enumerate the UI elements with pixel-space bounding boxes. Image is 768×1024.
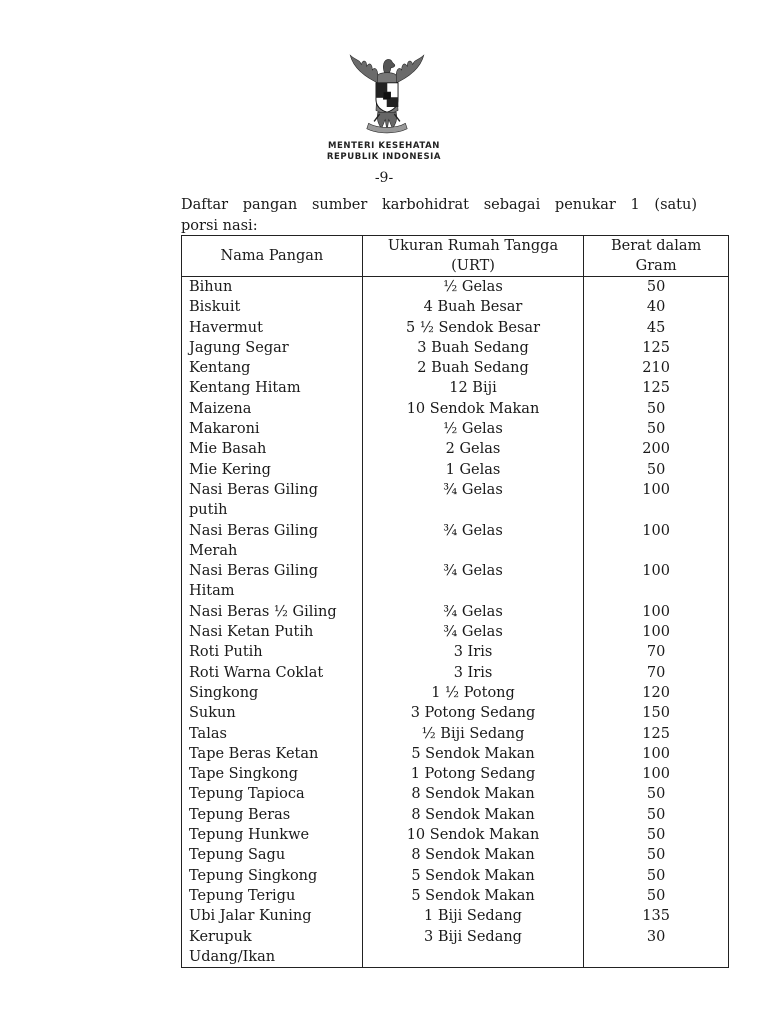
- cell-urt: 8 Sendok Makan: [362, 845, 584, 865]
- cell-urt: 3 Biji Sedang: [362, 927, 584, 968]
- food-name: Nasi Beras Giling: [189, 522, 318, 539]
- header-urt-line1: Ukuran Rumah Tangga: [387, 238, 559, 254]
- food-name: Tepung Beras: [189, 806, 291, 823]
- table-row: [182, 703, 729, 723]
- table-row: [182, 805, 729, 825]
- cell-nama-pangan: [182, 703, 363, 723]
- cell-nama-pangan: [182, 825, 363, 845]
- cell-berat-gram: 100: [584, 622, 729, 642]
- cell-berat-gram: 70: [584, 642, 729, 662]
- food-name: Mie Basah: [189, 441, 267, 458]
- table-row: [182, 764, 729, 784]
- cell-berat-gram: 70: [584, 663, 729, 683]
- food-name-continued: Merah: [189, 542, 238, 559]
- cell-urt: ¾ Gelas: [362, 602, 584, 622]
- cell-urt: 1 Potong Sedang: [362, 764, 584, 784]
- food-name: Kentang: [189, 360, 251, 377]
- cell-urt: 4 Buah Besar: [362, 297, 584, 317]
- intro-line-1: Daftar pangan sumber karbohidrat sebagai penukar 1 (satu): [181, 197, 697, 213]
- cell-nama-pangan: [182, 845, 363, 865]
- cell-berat-gram: 100: [584, 764, 729, 784]
- header-nama-pangan: [182, 236, 363, 277]
- cell-urt: 5 Sendok Makan: [362, 886, 584, 906]
- table-row: [182, 378, 729, 398]
- table-row: [182, 460, 729, 480]
- food-name: Bihun: [189, 279, 233, 295]
- table-header-row: [182, 236, 729, 277]
- cell-nama-pangan: [182, 318, 363, 338]
- food-name: Tepung Terigu: [189, 887, 296, 904]
- cell-berat-gram: 50: [584, 886, 729, 906]
- cell-berat-gram: 200: [584, 439, 729, 459]
- cell-urt: 3 Buah Sedang: [362, 338, 584, 358]
- cell-berat-gram: 120: [584, 683, 729, 703]
- cell-urt: 1 ½ Potong: [362, 683, 584, 703]
- cell-urt: 10 Sendok Makan: [362, 825, 584, 845]
- carbohydrate-exchange-table: [181, 235, 729, 968]
- cell-berat-gram: 50: [584, 419, 729, 439]
- cell-urt: 3 Iris: [362, 663, 584, 683]
- garuda-emblem: [341, 46, 433, 138]
- cell-nama-pangan: [182, 927, 363, 968]
- table-row: [182, 297, 729, 317]
- food-name: Nasi Beras Giling: [189, 563, 318, 580]
- cell-berat-gram: 210: [584, 358, 729, 378]
- food-name: Kentang Hitam: [189, 380, 301, 397]
- cell-urt: ¾ Gelas: [362, 561, 584, 602]
- cell-urt: 3 Iris: [362, 642, 584, 662]
- table-row: [182, 602, 729, 622]
- table-row: [182, 561, 729, 602]
- table-row: [182, 683, 729, 703]
- cell-nama-pangan: [182, 358, 363, 378]
- cell-nama-pangan: [182, 602, 363, 622]
- cell-urt: 5 ½ Sendok Besar: [362, 318, 584, 338]
- cell-urt: 2 Buah Sedang: [362, 358, 584, 378]
- food-name: Tepung Sagu: [189, 847, 286, 864]
- food-name: Tepung Hunkwe: [189, 827, 310, 844]
- table-row: [182, 480, 729, 521]
- table-row: [182, 845, 729, 865]
- cell-berat-gram: 50: [584, 460, 729, 480]
- food-name: Nasi Beras ½ Giling: [189, 603, 337, 620]
- food-name: Roti Putih: [189, 644, 263, 661]
- cell-berat-gram: 50: [584, 784, 729, 804]
- food-name: Tape Singkong: [189, 766, 298, 783]
- food-name: Makaroni: [189, 421, 260, 438]
- cell-nama-pangan: [182, 521, 363, 562]
- table-row: [182, 886, 729, 906]
- table-row: [182, 277, 729, 298]
- table-row: [182, 825, 729, 845]
- cell-nama-pangan: [182, 805, 363, 825]
- cell-berat-gram: 100: [584, 480, 729, 521]
- cell-nama-pangan: [182, 439, 363, 459]
- cell-berat-gram: 150: [584, 703, 729, 723]
- food-name: Roti Warna Coklat: [189, 664, 324, 681]
- header-gram-line2: Gram: [635, 258, 677, 274]
- table-row: [182, 622, 729, 642]
- cell-nama-pangan: [182, 663, 363, 683]
- cell-berat-gram: 135: [584, 906, 729, 926]
- cell-nama-pangan: [182, 297, 363, 317]
- cell-nama-pangan: [182, 561, 363, 602]
- cell-urt: ¾ Gelas: [362, 480, 584, 521]
- table-body: [182, 277, 729, 968]
- food-name: Maizena: [189, 400, 252, 417]
- intro-line-2: porsi nasi:: [181, 218, 258, 234]
- cell-berat-gram: 125: [584, 724, 729, 744]
- header-nama-pangan-label: Nama Pangan: [220, 248, 324, 264]
- cell-nama-pangan: [182, 460, 363, 480]
- header-urt-line2: (URT): [451, 258, 495, 274]
- table-row: [182, 927, 729, 968]
- cell-nama-pangan: [182, 683, 363, 703]
- food-name: Talas: [189, 725, 227, 742]
- cell-urt: 8 Sendok Makan: [362, 784, 584, 804]
- table-row: [182, 419, 729, 439]
- cell-nama-pangan: [182, 906, 363, 926]
- cell-berat-gram: 45: [584, 318, 729, 338]
- page-number: -9-: [374, 170, 394, 186]
- table-row: [182, 642, 729, 662]
- cell-berat-gram: 50: [584, 805, 729, 825]
- table-row: [182, 439, 729, 459]
- food-name: Ubi Jalar Kuning: [189, 908, 312, 925]
- cell-urt: 2 Gelas: [362, 439, 584, 459]
- cell-nama-pangan: [182, 764, 363, 784]
- cell-nama-pangan: [182, 744, 363, 764]
- cell-nama-pangan: [182, 866, 363, 886]
- table-row: [182, 744, 729, 764]
- header-urt: [362, 236, 584, 277]
- food-name: Singkong: [189, 684, 259, 701]
- cell-berat-gram: 100: [584, 744, 729, 764]
- cell-berat-gram: 30: [584, 927, 729, 968]
- cell-urt: 12 Biji: [362, 378, 584, 398]
- table-row: [182, 784, 729, 804]
- cell-berat-gram: 50: [584, 866, 729, 886]
- cell-berat-gram: 50: [584, 399, 729, 419]
- cell-nama-pangan: [182, 378, 363, 398]
- cell-nama-pangan: [182, 399, 363, 419]
- food-name: Biskuit: [189, 299, 241, 316]
- food-name: Mie Kering: [189, 461, 271, 478]
- food-name-continued: Hitam: [189, 583, 235, 600]
- table-row: [182, 318, 729, 338]
- cell-berat-gram: 50: [584, 825, 729, 845]
- header-berat-gram: [584, 236, 729, 277]
- food-name: Sukun: [189, 705, 236, 722]
- cell-urt: ½ Gelas: [362, 277, 584, 298]
- food-name: Tepung Tapioca: [189, 786, 305, 803]
- cell-berat-gram: 50: [584, 845, 729, 865]
- cell-urt: 1 Gelas: [362, 460, 584, 480]
- table-row: [182, 358, 729, 378]
- table-row: [182, 521, 729, 562]
- cell-urt: 5 Sendok Makan: [362, 866, 584, 886]
- cell-berat-gram: 50: [584, 277, 729, 298]
- cell-urt: ¾ Gelas: [362, 622, 584, 642]
- cell-nama-pangan: [182, 277, 363, 298]
- cell-nama-pangan: [182, 642, 363, 662]
- cell-urt: 5 Sendok Makan: [362, 744, 584, 764]
- food-name-continued: Udang/Ikan: [189, 948, 276, 965]
- cell-nama-pangan: [182, 419, 363, 439]
- cell-urt: ½ Gelas: [362, 419, 584, 439]
- cell-nama-pangan: [182, 724, 363, 744]
- cell-berat-gram: 125: [584, 378, 729, 398]
- cell-urt: 3 Potong Sedang: [362, 703, 584, 723]
- cell-nama-pangan: [182, 622, 363, 642]
- cell-urt: 1 Biji Sedang: [362, 906, 584, 926]
- food-name: Tape Beras Ketan: [189, 745, 319, 762]
- ministry-title: MENTERI KESEHATAN: [327, 141, 441, 151]
- cell-berat-gram: 100: [584, 561, 729, 602]
- food-name: Tepung Singkong: [189, 867, 318, 884]
- table-row: [182, 866, 729, 886]
- food-name: Kerupuk: [189, 928, 252, 945]
- cell-urt: ¾ Gelas: [362, 521, 584, 562]
- food-name: Nasi Ketan Putih: [189, 624, 314, 641]
- cell-urt: ½ Biji Sedang: [362, 724, 584, 744]
- food-name: Jagung Segar: [189, 339, 289, 356]
- cell-berat-gram: 40: [584, 297, 729, 317]
- cell-nama-pangan: [182, 480, 363, 521]
- food-name-continued: putih: [189, 502, 228, 519]
- header-gram-line1: Berat dalam: [611, 238, 702, 254]
- cell-berat-gram: 125: [584, 338, 729, 358]
- cell-nama-pangan: [182, 338, 363, 358]
- food-name: Havermut: [189, 319, 263, 336]
- table-row: [182, 338, 729, 358]
- table-row: [182, 663, 729, 683]
- table-row: [182, 906, 729, 926]
- table-row: [182, 724, 729, 744]
- cell-berat-gram: 100: [584, 602, 729, 622]
- cell-urt: 8 Sendok Makan: [362, 805, 584, 825]
- food-name: Nasi Beras Giling: [189, 481, 318, 498]
- cell-urt: 10 Sendok Makan: [362, 399, 584, 419]
- table-row: [182, 399, 729, 419]
- country-title: REPUBLIK INDONESIA: [326, 152, 442, 162]
- cell-nama-pangan: [182, 784, 363, 804]
- cell-berat-gram: 100: [584, 521, 729, 562]
- cell-nama-pangan: [182, 886, 363, 906]
